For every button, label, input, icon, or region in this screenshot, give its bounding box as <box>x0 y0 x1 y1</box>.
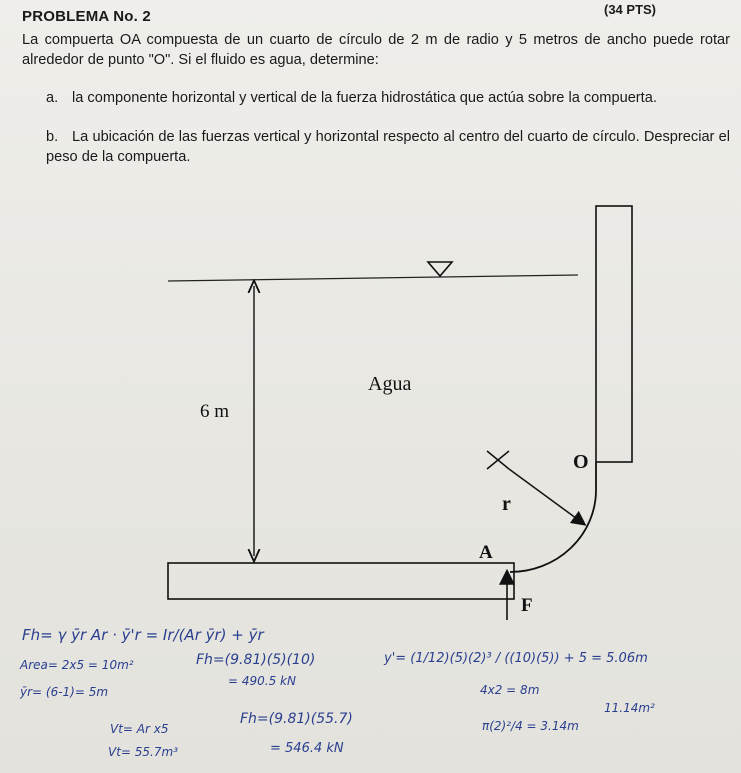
free-surface-symbol <box>428 262 452 276</box>
hw-formula: Fh= γ ȳr Ar · ȳ'r = Ir/(Ar ȳr) + ȳr <box>22 626 264 644</box>
point-a-label: A <box>479 542 493 563</box>
hw-total-area: 11.14m² <box>604 701 655 715</box>
question-b-text: La ubicación de las fuerzas vertical y horizontal respecto al centro del cuarto de círculo. Despreciar el peso de la compuerta. <box>46 129 730 165</box>
question-a-text: la componente horizontal y vertical de la fuerza hidrostática que actúa sobre la compuerta. <box>72 90 657 106</box>
pivot-label: O <box>573 451 589 473</box>
problem-title: PROBLEMA No. 2 <box>22 8 151 25</box>
hw-ybar: ȳr= (6-1)= 5m <box>20 685 109 699</box>
points-label: (34 PTS) <box>604 2 657 17</box>
problem-statement: La compuerta OA compuesta de un cuarto de círculo de 2 m de radio y 5 metros de ancho puede rotar alrededor de punto "O". Si el fluido es agua, determine: <box>22 32 730 68</box>
hw-fv-1: Fh=(9.81)(55.7) <box>240 711 353 727</box>
depth-label: 6 m <box>200 401 230 422</box>
bottom-plate <box>168 563 514 599</box>
question-b-label: b. <box>46 129 59 145</box>
hw-area: Area= 2x5 = 10m² <box>20 658 134 672</box>
hw-volume-2: Vt= 55.7m³ <box>108 745 179 759</box>
question-a-label: a. <box>46 90 59 106</box>
right-wall <box>596 206 632 462</box>
hw-fh-1: Fh=(9.81)(5)(10) <box>196 652 316 668</box>
radius-arrow <box>509 469 584 524</box>
water-surface-line <box>168 275 578 281</box>
fluid-label: Agua <box>368 373 412 395</box>
hw-rect-area: 4x2 = 8m <box>480 683 540 697</box>
hw-volume-1: Vt= Ar x5 <box>110 722 169 736</box>
hw-quarter-area: π(2)²/4 = 3.14m <box>482 719 579 733</box>
hw-fh-2: = 490.5 kN <box>228 674 296 688</box>
force-label: F <box>521 595 533 616</box>
radius-label: r <box>502 493 511 515</box>
hw-fv-2: = 546.4 kN <box>270 741 344 756</box>
hw-yprime: y'= (1/12)(5)(2)³ / ((10)(5)) + 5 = 5.06m <box>384 651 648 666</box>
